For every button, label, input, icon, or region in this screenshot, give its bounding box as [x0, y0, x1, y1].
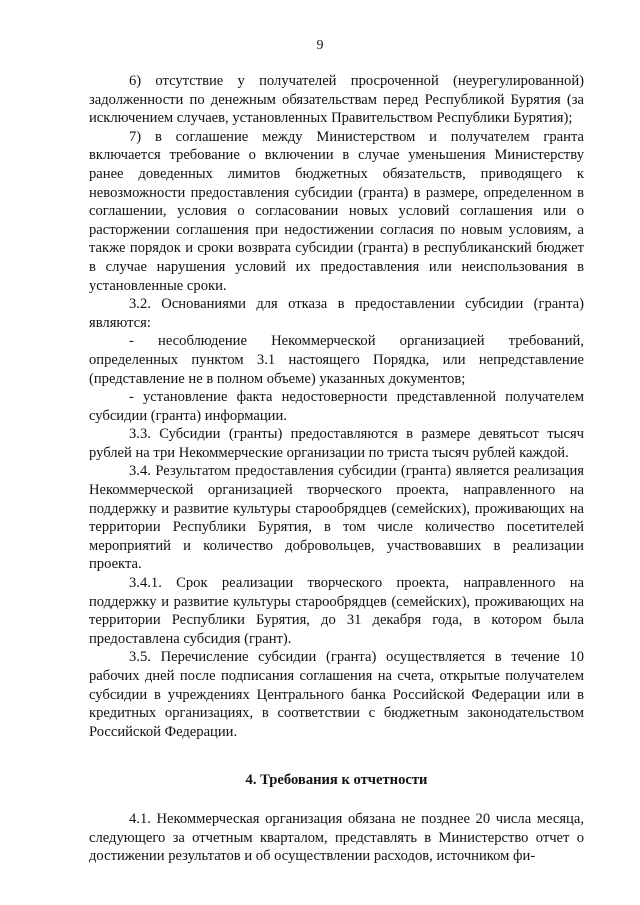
paragraph-3-2: 3.2. Основаниями для отказа в предоставлении субсидии (гранта) являются: [89, 296, 584, 331]
paragraph-item-7: 7) в соглашение между Министерством и получателем гранта включается требование о включении в случае уменьшения Министерству ранее доведенных лимитов бюджетных обязательств, приводящего к невозможности предоставления субсидии (гранта) в размере, определенном в соглашении, условия о согласовании новых условий соглашения или о расторжении соглашения при недостижении согласия по новым условиям, а также порядок и сроки возврата субсидии (гранта) в республиканский бюджет в случае нарушения условий их предоставления или неиспользования в установленные сроки. [89, 128, 584, 294]
paragraph-4-1: 4.1. Некоммерческая организация обязана не позднее 20 числа месяца, следующего за отчетным кварталом, представлять в Министерство отчет о достижении результатов и об осуществлении расходов, источником фи- [89, 810, 584, 865]
page-number: 9 [316, 38, 324, 53]
paragraph-3-5: 3.5. Перечисление субсидии (гранта) осуществляется в течение 10 рабочих дней после подписания соглашения на счета, открытые получателем субсидии в учреждениях Центрального банка Российской Федерации или в кредитных организациях, в соответствии с бюджетным законодательством Российской Федерации. [89, 649, 584, 740]
paragraph-3-4: 3.4. Результатом предоставления субсидии (гранта) является реализация Некоммерческой организацией творческого проекта, направленного на поддержку и развитие культуры старообрядцев (семейских), проживающих на территории Республики Бурятия, в том числе количество посетителей мероприятий и количество добровольцев, участвовавших в реализации проекта. [89, 463, 584, 573]
paragraph-3-2-dash-1: - несоблюдение Некоммерческой организацией требований, определенных пунктом 3.1 настоящего Порядка, или непредставление (представление не в полном объеме) указанных документов; [89, 333, 584, 387]
paragraph-item-6: 6) отсутствие у получателей просроченной (неурегулированной) задолженности по денежным обязательствам перед Республикой Бурятия (за исключением случаев, установленных Правительством Республики Бурятия); [89, 73, 584, 127]
paragraph-3-2-dash-2: - установление факта недостоверности представленной получателем субсидии (гранта) информации. [89, 389, 584, 424]
document-body [89, 72, 584, 866]
paragraph-3-3: 3.3. Субсидии (гранты) предоставляются в размере девятьсот тысяч рублей на три Некоммерческие организации по триста тысяч рублей каждой. [89, 426, 584, 461]
paragraph-3-4-1: 3.4.1. Срок реализации творческого проекта, направленного на поддержку и развитие культуры старообрядцев (семейских), проживающих на территории Республики Бурятия, до 31 декабря года, в котором была предоставлена субсидия (грант). [89, 575, 584, 647]
section-heading: 4. Требования к отчетности [245, 772, 428, 789]
